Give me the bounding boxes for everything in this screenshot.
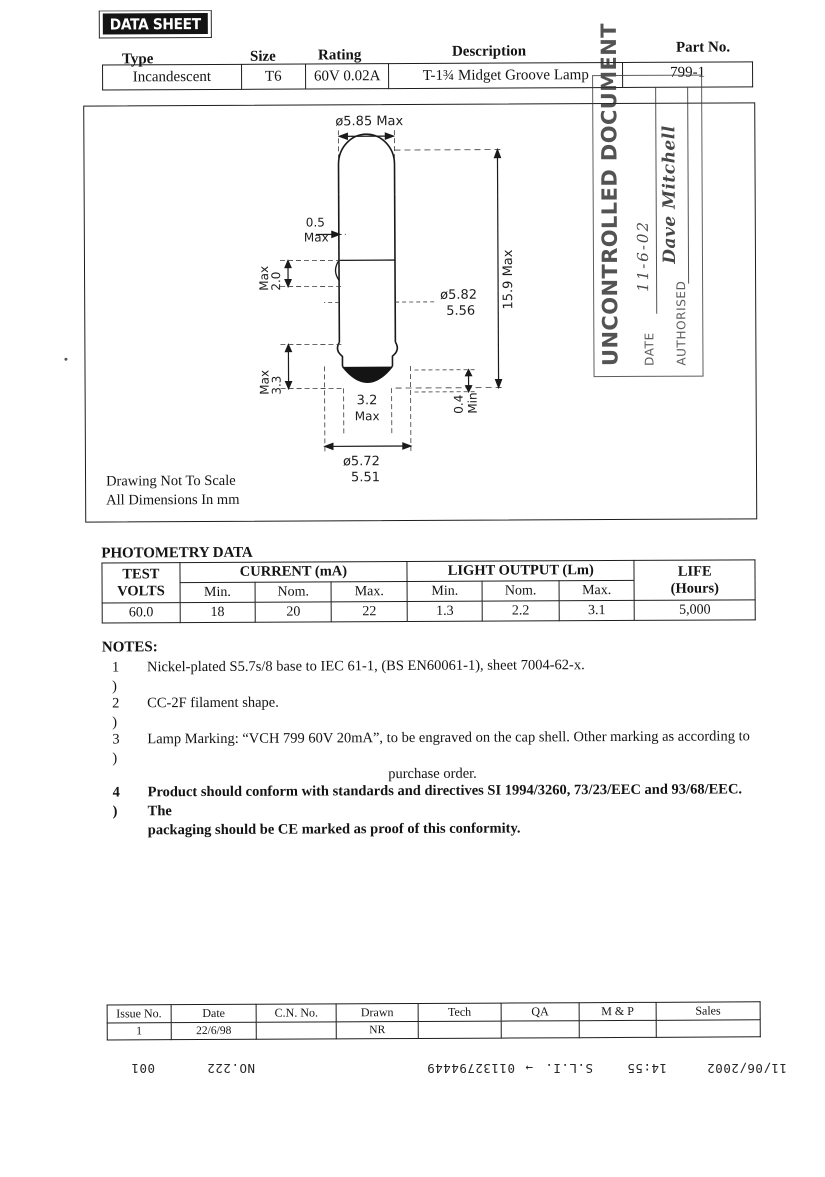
note-item-3 — [102, 728, 762, 748]
subheader-light-nom: Nom. — [482, 581, 559, 601]
stamp-signature: Dave Mitchell — [659, 125, 680, 264]
note-bracket-glyph-4: ) — [113, 803, 118, 820]
stamp-date-value: 11-6-02 — [634, 220, 652, 292]
table-row — [107, 1020, 760, 1040]
dim-base-dia-min: 5.51 — [351, 470, 380, 485]
table-header-row — [102, 560, 755, 583]
note-number-4: 4 — [113, 784, 120, 801]
note-text-4: Product should conform with standards and directives SI 1994/3260, 73/23/EEC and 93/68/EEC. — [148, 781, 743, 800]
header-label-type: Type — [122, 51, 153, 68]
dim-body-dia-min: 5.56 — [446, 304, 475, 319]
dim-base-height-qual: Max — [258, 370, 272, 395]
life-unit: (Hours) — [637, 580, 753, 598]
revision-cell-date: 22/6/98 — [171, 1022, 257, 1039]
test-volts-line2: VOLTS — [105, 583, 178, 600]
stamp-title: UNCONTROLLED DOCUMENT — [597, 23, 623, 366]
revision-cell-qa — [501, 1021, 579, 1038]
dim-base-height: 3.3 — [270, 376, 284, 395]
header-label-description: Description — [452, 43, 526, 60]
note-bracket-glyph-3: ) — [112, 750, 117, 767]
dim-contact-width-qual: Max — [355, 409, 380, 423]
note-item-1 — [102, 656, 762, 676]
drawing-notes — [106, 472, 240, 511]
notes-section — [102, 636, 763, 839]
revision-header-tech: Tech — [418, 1003, 501, 1021]
notes-heading: NOTES: — [102, 636, 762, 656]
dim-overall-length: 15.9 Max — [501, 249, 516, 309]
bulb-dome — [338, 134, 394, 194]
revision-header-sales: Sales — [656, 1002, 760, 1021]
note-text-4-line2: The — [148, 803, 172, 819]
dim-shoulder-offset: 0.5 — [306, 215, 325, 229]
photometry-header-light-output: LIGHT OUTPUT (Lm) — [407, 560, 634, 581]
header-label-size: Size — [250, 49, 276, 66]
subheader-light-min: Min. — [407, 581, 482, 601]
revision-cell-cn-no — [257, 1022, 337, 1039]
fax-sender: S.L.I. — [545, 1061, 593, 1076]
cell-type: Incandescent — [103, 64, 242, 90]
subheader-current-max: Max. — [331, 582, 407, 602]
revision-cell-drawn: NR — [336, 1021, 418, 1038]
note-bracket-3 — [102, 747, 762, 767]
stamp-date-rule — [655, 88, 657, 314]
photometry-header-life — [634, 560, 755, 601]
cell-current-min: 18 — [180, 602, 255, 622]
note-continuation: purchase order. — [102, 764, 762, 784]
revision-cell-mp — [579, 1020, 656, 1037]
life-label: LIFE — [637, 563, 753, 581]
base-contact-solid — [343, 367, 391, 382]
cell-test-volts: 60.0 — [102, 603, 180, 623]
fax-job-no: NO.222 — [207, 1061, 255, 1076]
dim-groove-height: 2.0 — [269, 272, 283, 291]
revision-header-drawn: Drawn — [336, 1003, 418, 1021]
note-number-1: 1 — [112, 659, 119, 676]
bulb-body-right — [395, 194, 396, 342]
revision-table — [107, 1001, 761, 1040]
subheader-current-min: Min. — [180, 582, 255, 602]
bulb-body-left — [339, 194, 340, 342]
revision-header-qa: QA — [501, 1003, 579, 1021]
revision-header-mp: M & P — [579, 1002, 656, 1020]
subheader-light-max: Max. — [559, 580, 635, 600]
photometry-title: PHOTOMETRY DATA — [101, 545, 252, 563]
drawing-note-scale: Drawing Not To Scale — [106, 472, 239, 492]
dim-top-diameter: ø5.85 Max — [335, 114, 403, 129]
fax-header-strip — [0, 1054, 825, 1078]
cell-description: T-1¾ Midget Groove Lamp — [389, 62, 623, 88]
note-text-2: CC-2F filament shape. — [147, 695, 279, 712]
cell-life: 5,000 — [635, 600, 756, 621]
header-label-rating: Rating — [318, 47, 361, 64]
dim-shoulder-offset-qual: Max — [304, 230, 329, 244]
cell-rating: 60V 0.02A — [305, 64, 389, 89]
header-label-part-no: Part No. — [676, 39, 730, 56]
dim-contact-width: 3.2 — [357, 393, 378, 408]
stamp-date-label: DATE — [642, 332, 656, 366]
revision-header-cn-no: C.N. No. — [256, 1004, 336, 1022]
groove-right — [392, 342, 397, 366]
dim-base-dia-max: ø5.72 — [343, 454, 380, 469]
photometry-table — [101, 559, 755, 623]
revision-header-issue-no: Issue No. — [107, 1005, 171, 1023]
dim-protrusion: 0.4 — [452, 395, 466, 414]
photometry-header-current: CURRENT (mA) — [180, 562, 407, 583]
drawing-note-dimensions: All Dimensions In mm — [106, 491, 239, 511]
dim-body-dia-max: ø5.82 — [440, 288, 477, 303]
table-row — [102, 600, 755, 623]
cell-current-max: 22 — [331, 602, 407, 622]
note-bracket-glyph-2: ) — [112, 714, 117, 731]
revision-cell-sales — [656, 1020, 760, 1038]
note-text-1: Nickel-plated S5.7s/8 base to IEC 61-1, (BS EN60061-1), sheet 7004-62-x. — [147, 657, 585, 675]
scan-speck — [64, 358, 67, 361]
note-bracket-glyph-1: ) — [112, 678, 117, 695]
revision-header-date: Date — [171, 1004, 257, 1022]
note-text-3: Lamp Marking: “VCH 799 60V 20mA”, to be engraved on the cap shell. Other marking as according to — [147, 728, 750, 747]
dim-groove-height-qual: Max — [257, 266, 271, 291]
stamp-authorised-label: AUTHORISED — [674, 281, 688, 366]
stamp-authorised-rule — [687, 88, 689, 284]
cell-part-no: 799-1 — [623, 60, 753, 86]
groove-left — [337, 342, 342, 366]
data-sheet-logo — [99, 10, 212, 39]
fax-time: 14:55 — [627, 1061, 667, 1076]
cell-light-max: 3.1 — [559, 600, 635, 620]
uncontrolled-document-stamp — [592, 75, 703, 378]
arrow-icon: → — [525, 1061, 533, 1076]
cell-size: T6 — [241, 64, 305, 89]
fax-page-no: 001 — [131, 1061, 155, 1076]
note-item-4-line2 — [103, 800, 763, 820]
revision-cell-tech — [418, 1021, 501, 1038]
fax-date: 11/06/2002 — [707, 1061, 787, 1076]
note-text-4-line3: packaging should be CE marked as proof of this conformity. — [103, 819, 763, 839]
note-number-3: 3 — [112, 731, 119, 748]
cell-light-min: 1.3 — [407, 601, 482, 621]
note-number-2: 2 — [112, 695, 119, 712]
cell-current-nom: 20 — [255, 602, 332, 622]
witness-overall-bottom — [396, 388, 505, 389]
note-item-2 — [102, 692, 762, 712]
logo-text: DATA SHEET — [110, 15, 201, 33]
dim-protrusion-qual: Min — [466, 392, 480, 413]
test-volts-line1: TEST — [104, 566, 177, 583]
subheader-current-nom: Nom. — [255, 582, 332, 602]
fax-number: 01132794449 — [427, 1061, 515, 1076]
revision-cell-issue-no: 1 — [107, 1023, 171, 1040]
photometry-header-test-volts — [102, 563, 180, 603]
witness-overall-top — [394, 150, 503, 151]
logo-box — [103, 13, 208, 35]
note-item-4 — [103, 781, 763, 801]
cell-light-nom: 2.2 — [482, 601, 559, 621]
